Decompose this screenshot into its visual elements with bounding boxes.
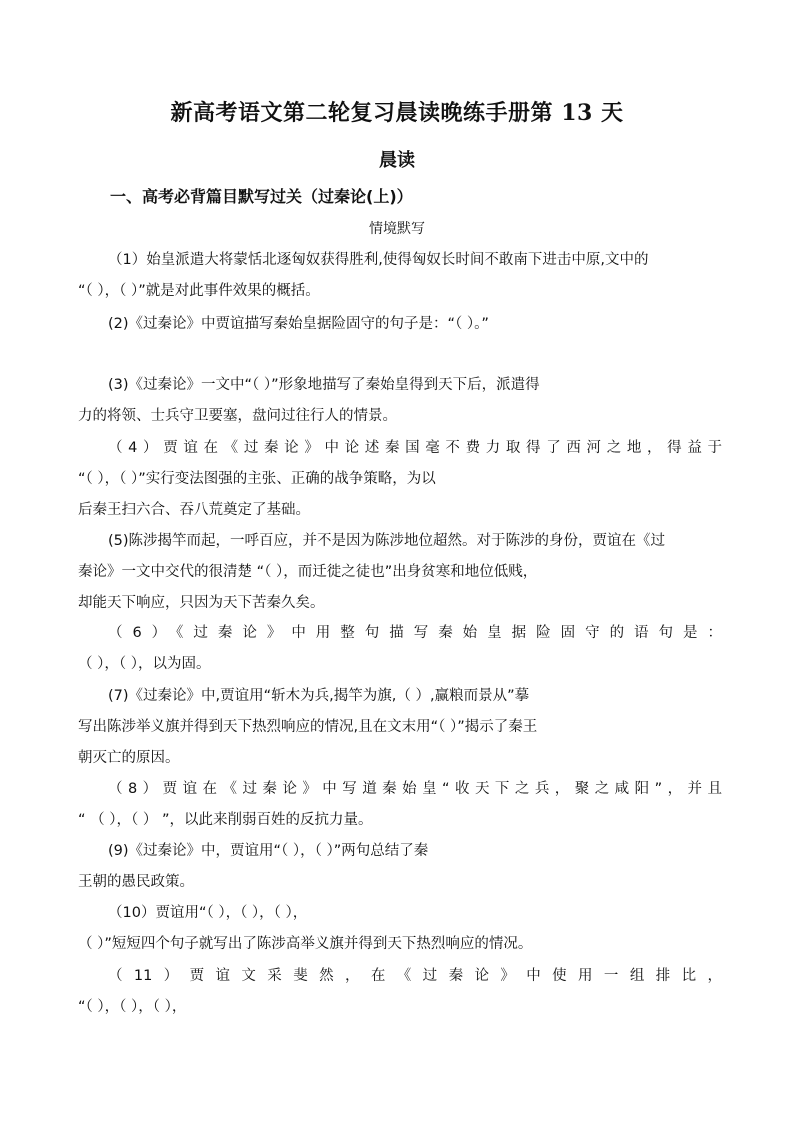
question-line: （1）始皇派遣大将蒙恬北逐匈奴获得胜利,使得匈奴长时间不敢南下进击中原,文中的 [108, 252, 649, 268]
question-line: （ ），（ ），以为固。 [78, 656, 211, 672]
question-item [78, 836, 722, 898]
question-item [78, 370, 722, 432]
question-line: “（ ），（ ），（ ）， [78, 999, 187, 1015]
question-item [78, 309, 722, 340]
question-item [78, 433, 722, 526]
question-line: （11）贾谊文采斐然，在《过秦论》中使用一组排比， [108, 968, 722, 984]
question-line: 朝灭亡的原因。 [78, 750, 180, 766]
question-line: （8）贾谊在《过秦论》中写道秦始皇“收天下之兵，聚之咸阳”，并且 [108, 781, 722, 797]
question-line: 写出陈涉举义旗并得到天下热烈响应的情况,且在文末用“（ ）”揭示了秦王 [78, 719, 538, 735]
question-item [78, 245, 722, 307]
question-item [78, 681, 722, 774]
question-line: （ ）”短短四个句子就写出了陈涉高举义旗并得到天下热烈响应的情况。 [78, 936, 533, 952]
question-line: (9)《过秦论》中，贾谊用“（ ），（ ）”两句总结了秦 [108, 843, 429, 859]
question-line: （10）贾谊用“（ ），（ ），（ ）， [108, 905, 308, 921]
question-item [78, 898, 722, 960]
document-subtitle: 晨读 [379, 150, 415, 171]
question-line: 却能天下响应，只因为天下苦秦久矣。 [78, 595, 325, 611]
subsection-label: 情境默写 [369, 221, 425, 237]
question-item [78, 774, 722, 836]
question-line: (3)《过秦论》一文中“（ ）”形象地描写了秦始皇得到天下后，派遣得 [108, 377, 540, 393]
question-line: 力的将领、士兵守卫要塞，盘问过往行人的情景。 [78, 408, 397, 424]
question-line: （6）《过秦论》中用整句描写秦始皇据险固守的语句是： [108, 625, 722, 641]
question-line: “ （ ），（ ） ”，以此来削弱百姓的反抗力量。 [78, 812, 373, 828]
document-title: 新高考语文第二轮复习晨读晚练手册第 13 天 [170, 100, 624, 126]
question-line: “（ ），（ ）”就是对此事件效果的概括。 [78, 283, 320, 299]
question-line: （4）贾谊在《过秦论》中论述秦国毫不费力取得了西河之地，得益于 [108, 440, 722, 456]
question-line: 后秦王扫六合、吞八荒奠定了基础。 [78, 502, 310, 518]
question-item [78, 618, 722, 680]
question-line: (2)《过秦论》中贾谊描写秦始皇据险固守的句子是：“（ ）。” [108, 316, 489, 332]
question-item [78, 526, 722, 619]
question-line: 王朝的愚民政策。 [78, 874, 194, 890]
question-line: 秦论》一文中交代的很清楚 “（ ），而迁徙之徒也”出身贫寒和地位低贱， [78, 564, 538, 580]
section-heading: 一、高考必背篇目默写过关（过秦论(上)） [110, 187, 413, 206]
question-line: (5)陈涉揭竿而起，一呼百应，并不是因为陈涉地位超然。对于陈涉的身份，贾谊在《过 [108, 533, 666, 549]
question-line: (7)《过秦论》中,贾谊用“斩木为兵,揭竿为旗,（ ）,赢粮而景从”摹 [108, 688, 530, 704]
question-line: “（ ），（ ）”实行变法图强的主张、正确的战争策略，为以 [78, 471, 436, 487]
question-item [78, 961, 722, 1023]
